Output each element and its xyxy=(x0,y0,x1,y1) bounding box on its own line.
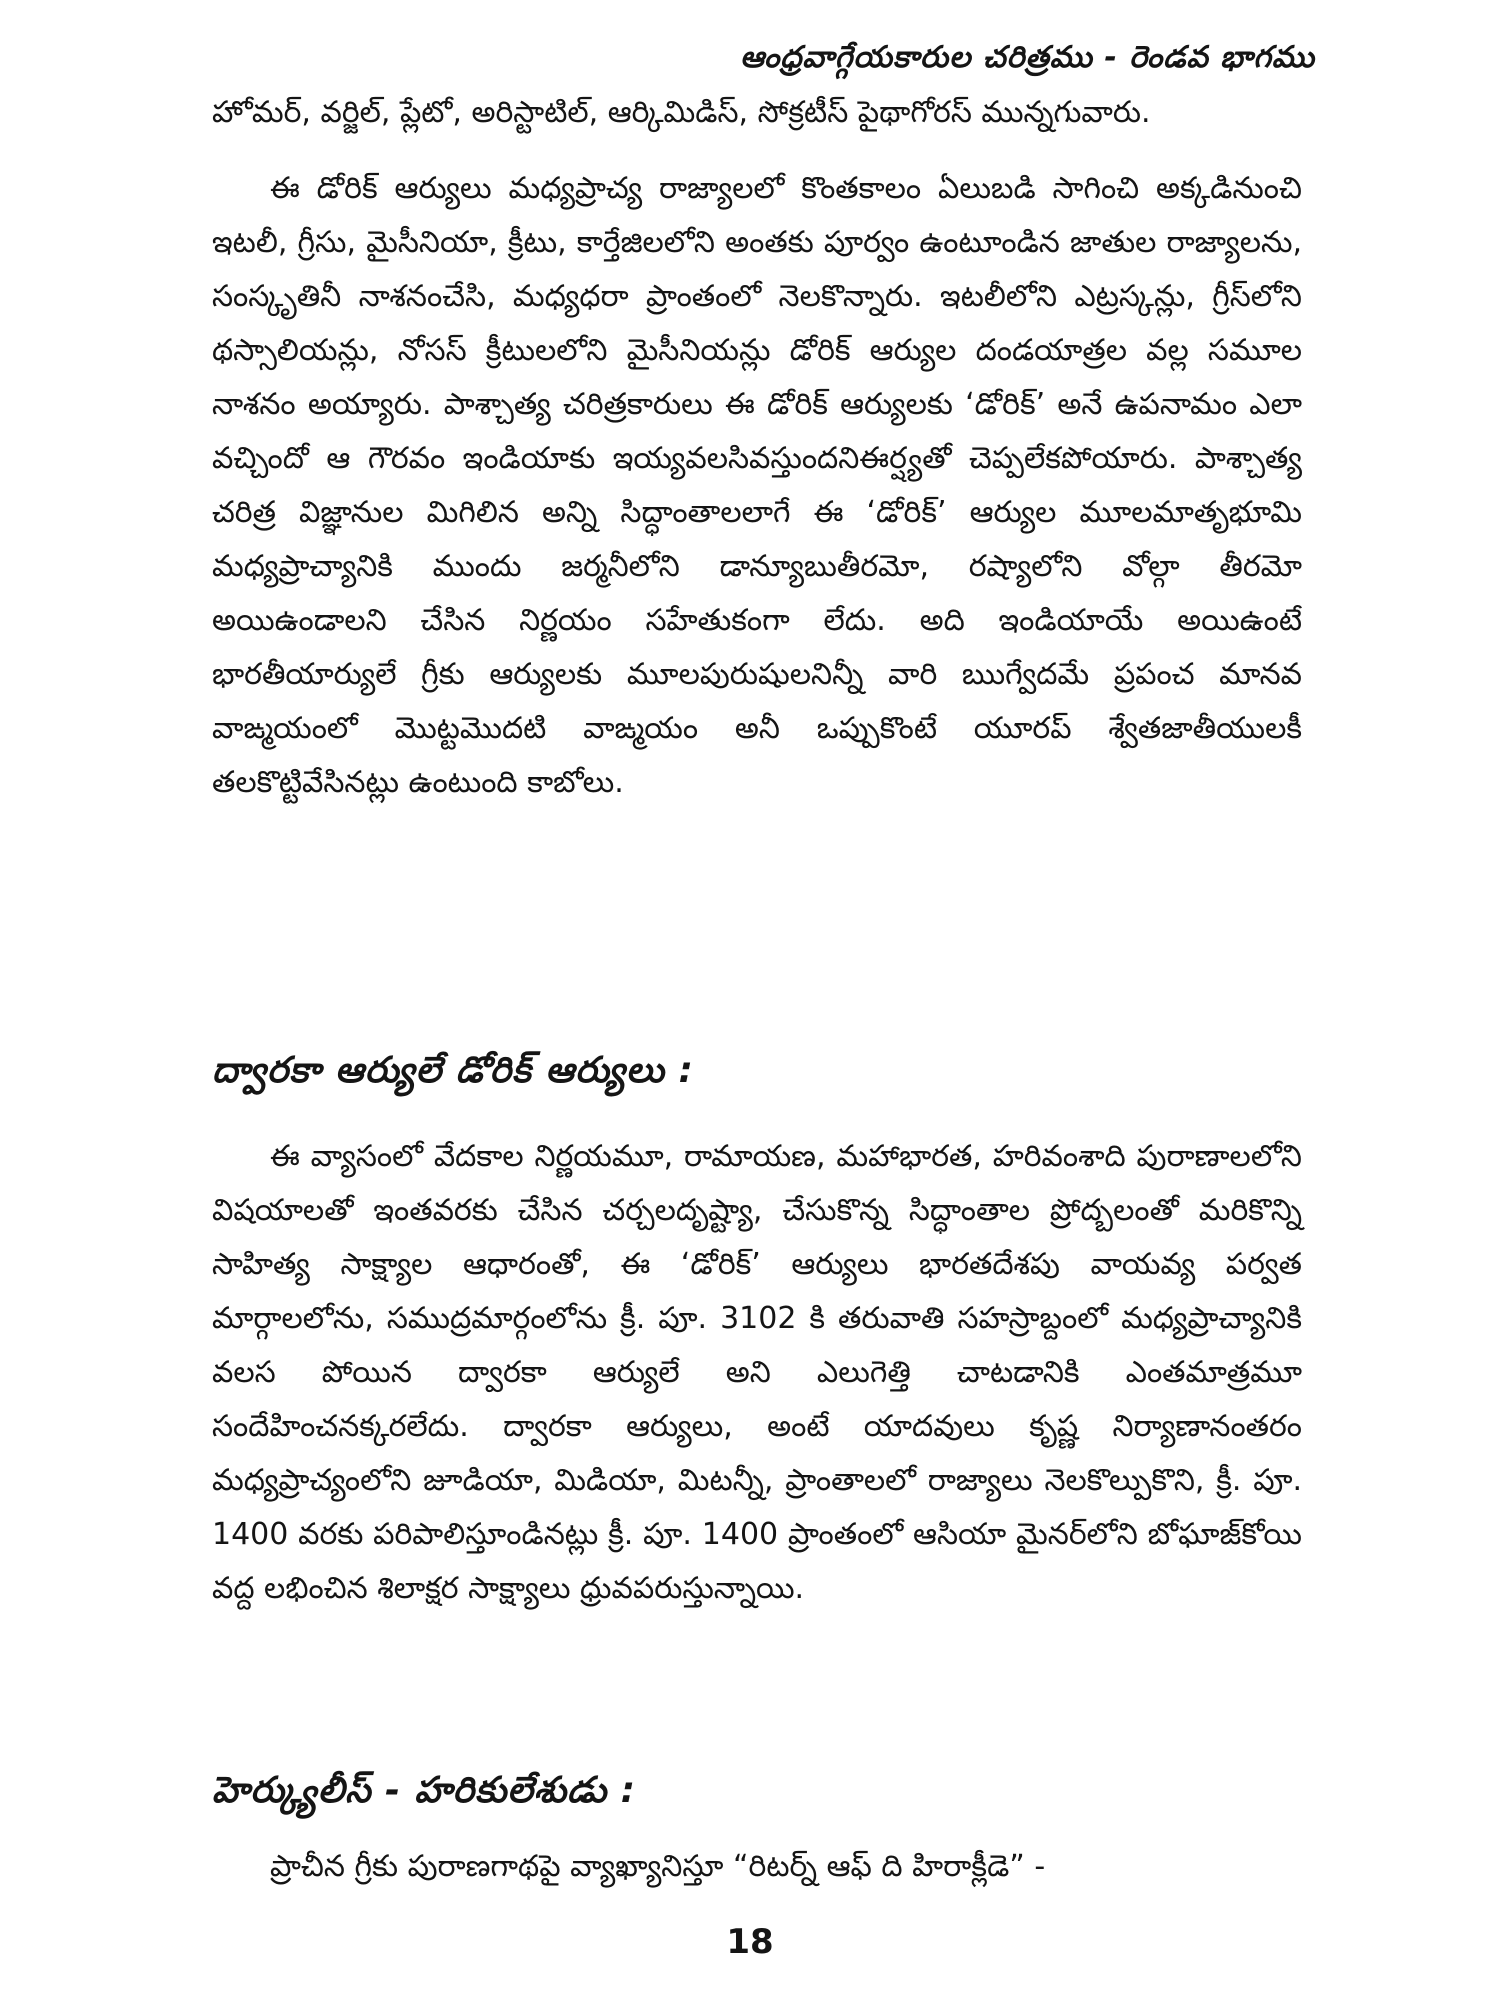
section-heading-dwaraka-aryans: ద్వారకా ఆర్యులే డోరిక్ ఆర్యులు : xyxy=(212,1050,694,1091)
paragraph-hercules: ప్రాచీన గ్రీకు పురాణగాథపై వ్యాఖ్యానిస్తూ “రిటర్న్ ఆఫ్ ది హిరాక్లీడె” - xyxy=(270,1849,1046,1884)
paragraph-dwaraka-aryans: ఈ వ్యాసంలో వేదకాల నిర్ణయమూ, రామాయణ, మహాభారత, హరివంశాది పురాణాలలోని విషయాలతో ఇంతవరకు చేసిన చర్చలదృష్ట్యా, చేసుకొన్న సిద్ధాంతాల ప్రోద్బలంతో మరికొన్ని సాహిత్య సాక్ష్యాల ఆధారంతో, ఈ ‘డోరిక్’ ఆర్యులు భారతదేశపు వాయవ్య పర్వత మార్గాలలోను, సముద్రమార్గంలోను క్రీ. పూ. 3102 కి తరువాతి సహస్రాబ్దంలో మధ్యప్రాచ్యానికి వలస పోయిన ద్వారకా ఆర్యులే అని ఎలుగెత్తి చాటడానికి ఎంతమాత్రమూ సందేహించనక్కరలేదు. ద్వారకా ఆర్యులు, అంటే యాదవులు కృష్ణ నిర్యాణానంతరం మధ్యప్రాచ్యంలోని జూడియా, మిడియా, మిటన్నీ, ప్రాంతాలలో రాజ్యాలు నెలకొల్పుకొని, క్రీ. పూ. 1400 వరకు పరిపాలిస్తూండినట్లు క్రీ. పూ. 1400 ప్రాంతంలో ఆసియా మైనర్‌లోని బోఘాజ్‌కోయి వద్ద లభించిన శిలాక్షర సాక్ష్యాలు ధ్రువపరుస్తున్నాయి. xyxy=(212,1139,1302,1606)
section-2 xyxy=(212,1130,1302,1616)
section-1 xyxy=(212,86,1302,810)
paragraph-doric-aryans: ఈ డోరిక్ ఆర్యులు మధ్యప్రాచ్య రాజ్యాలలో కొంతకాలం ఏలుబడి సాగించి అక్కడినుంచి ఇటలీ, గ్రీసు, మైసీనియా, క్రీటు, కార్తేజిలలోని అంతకు పూర్వం ఉంటూండిన జాతుల రాజ్యాలను, సంస్కృతినీ నాశనంచేసి, మధ్యధరా ప్రాంతంలో నెలకొన్నారు. ఇటలీలోని ఎట్రస్కన్లు, గ్రీస్‌లోని థస్సాలియన్లు, నోసస్ క్రీటులలోని మైసీనియన్లు డోరిక్ ఆర్యుల దండయాత్రల వల్ల సమూల నాశనం అయ్యారు. పాశ్చాత్య చరిత్రకారులు ఈ డోరిక్ ఆర్యులకు ‘డోరిక్’ అనే ఉపనామం ఎలా వచ్చిందో ఆ గౌరవం ఇండియాకు ఇయ్యవలసివస్తుందనిఈర్ష్యతో చెప్పలేకపోయారు. పాశ్చాత్య చరిత్ర విజ్ఞానుల మిగిలిన అన్ని సిద్ధాంతాలలాగే ఈ ‘డోరిక్’ ఆర్యుల మూలమాతృభూమి మధ్యప్రాచ్యానికి ముందు జర్మనీలోని డాన్యూబుతీరమో, రష్యాలోని వోల్గా తీరమో అయిఉండాలని చేసిన నిర్ణయం సహేతుకంగా లేదు. అది ఇండియాయే అయిఉంటే భారతీయార్యులే గ్రీకు ఆర్యులకు మూలపురుషులనిన్నీ వారి ఋగ్వేదమే ప్రపంచ మానవ వాఙ్మయంలో మొట్టమొదటి వాఙ్మయం అనీ ఒప్పుకొంటే యూరప్ శ్వేతజాతీయులకీ తలకొట్టివేసినట్లు ఉంటుంది కాబోలు. xyxy=(212,171,1302,800)
section-3 xyxy=(212,1840,1302,1894)
intro-line: హోమర్, వర్జిల్, ప్లేటో, అరిస్టాటిల్, ఆర్కిమిడిస్, సోక్రటీస్ పైథాగోరస్ మున్నగువారు. xyxy=(212,95,1151,130)
running-header: ఆంధ్రవాగ్గేయకారుల చరిత్రము - రెండవ భాగము xyxy=(740,40,1315,75)
section-heading-hercules: హెర్క్యులీస్ - హరికులేశుడు : xyxy=(212,1770,637,1811)
page-number: 18 xyxy=(726,1922,774,1962)
